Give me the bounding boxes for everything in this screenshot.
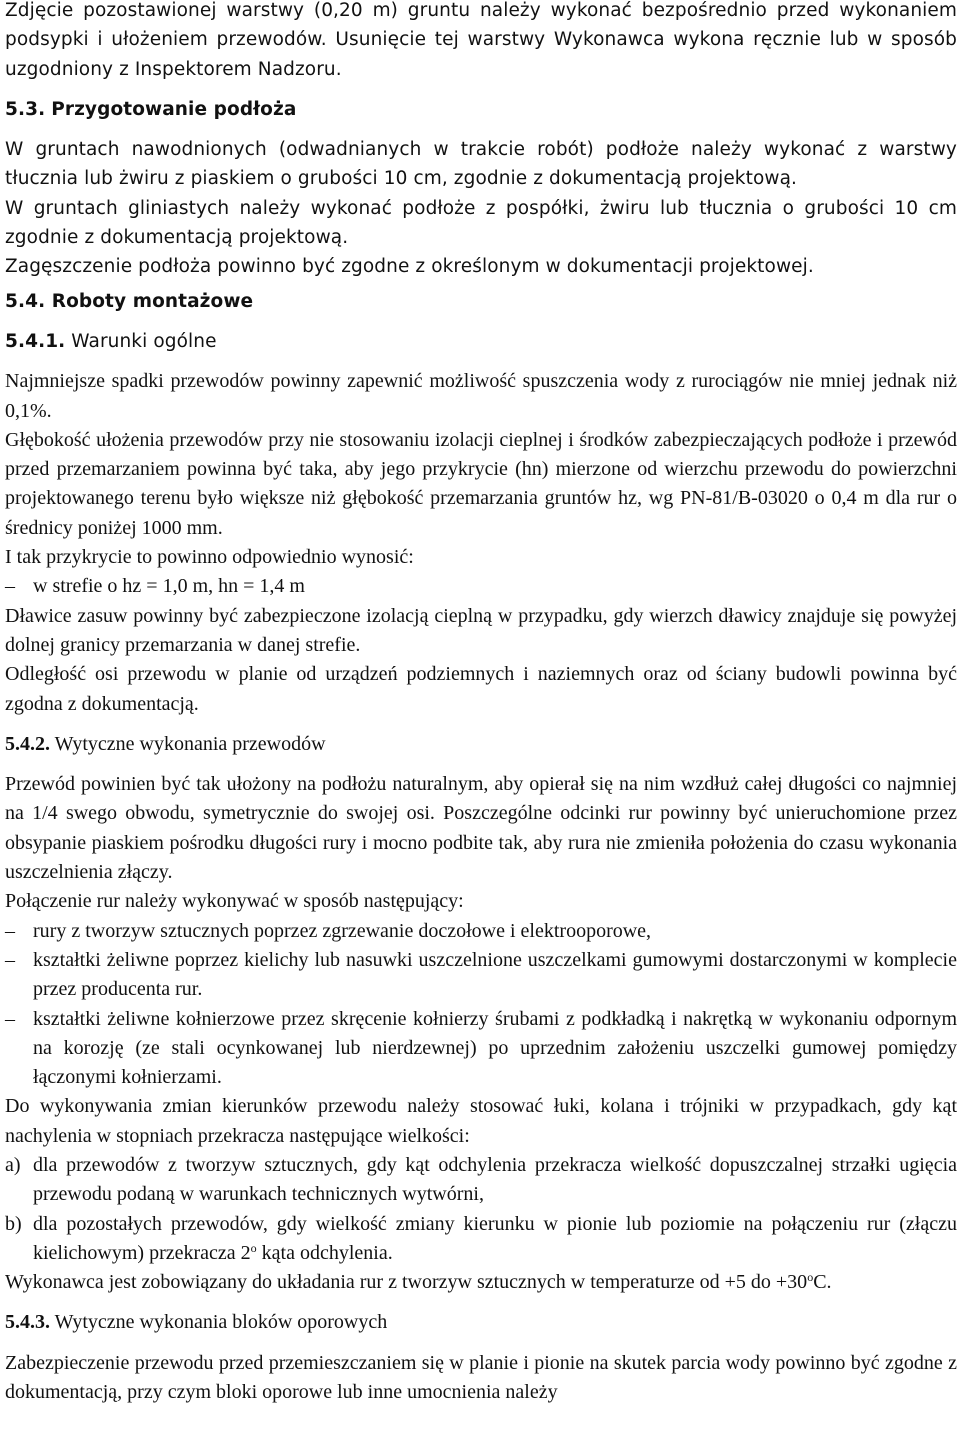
section-title: Wytyczne wykonania bloków oporowych xyxy=(54,1311,388,1334)
list-item xyxy=(5,1151,957,1210)
text-run: dla pozostałych przewodów, gdy wielkość zmiany kierunku w pionie lub poziomie na połączeniu rur (złączu kielichowym) przekracza 2 xyxy=(33,1212,957,1264)
degree-superscript: o xyxy=(250,1240,257,1255)
text-run: Wykonawca jest zobowiązany do układania rur z tworzyw sztucznych w temperaturze od +5 do +30 xyxy=(5,1271,808,1294)
section-heading-5-4 xyxy=(5,287,957,316)
list-item xyxy=(5,917,957,946)
degree-superscript: o xyxy=(807,1270,814,1285)
section-title: Przygotowanie podłoża xyxy=(51,98,297,120)
list-item-text: w strefie o hz = 1,0 m, hn = 1,4 m xyxy=(33,575,305,598)
paragraph: Połączenie rur należy wykonywać w sposób następujący: xyxy=(5,890,464,913)
list-item xyxy=(5,572,957,601)
paragraph: Odległość osi przewodu w planie od urządzeń podziemnych i naziemnych oraz od ściany budowli powinna być zgodna z dokumentacją. xyxy=(5,663,957,715)
list-item xyxy=(5,946,957,1005)
section-title: Wytyczne wykonania przewodów xyxy=(54,732,326,755)
section-number: 5.4.3. xyxy=(5,1311,50,1334)
dash-bullet: – xyxy=(5,575,15,598)
list-item xyxy=(5,1005,957,1093)
paragraph: Zagęszczenie podłoża powinno być zgodne z określonym w dokumentacji projektowej. xyxy=(5,256,814,278)
section-heading-5-3 xyxy=(5,95,957,124)
text-run: kąta odchylenia. xyxy=(256,1241,393,1264)
paragraph: Przewód powinien być tak ułożony na podłożu naturalnym, aby opierał się na nim wzdłuż całej długości co najmniej na 1/4 swego obwodu, symetrycznie do swojej osi. Poszczególne odcinki rur powinny być unieruchomione przez obsypanie piaskiem pośrodku długości rury i mocno podbite tak, aby rura nie zmieniła położenia do czasu wykonania uszczelnienia złączy. xyxy=(5,773,957,884)
paragraph: Zdjęcie pozostawionej warstwy (0,20 m) gruntu należy wykonać bezpośrednio przed wykonaniem podsypki i ułożeniem przewodów. Usunięcie tej warstwy Wykonawca wykona ręcznie lub w sposób uzgodniony z Inspektorem Nadzoru. xyxy=(5,0,957,80)
list-item-text: rury z tworzyw sztucznych poprzez zgrzewanie doczołowe i elektrooporowe, xyxy=(33,919,652,942)
list-item-text: kształtki żeliwne poprzez kielichy lub nasuwki uszczelnione uszczelkami gumowymi dostarczonymi w komplecie przez producenta rur. xyxy=(33,948,957,1001)
list-item-text xyxy=(33,1210,957,1269)
section-heading-5-4-2 xyxy=(5,730,957,759)
section-number: 5.4.1. xyxy=(5,330,66,352)
paragraph: Do wykonywania zmian kierunków przewodu należy stosować łuki, kolana i trójniki w przypadkach, gdy kąt nachylenia w stopniach przekracza następujące wielkości: xyxy=(5,1095,957,1147)
section-number: 5.3. xyxy=(5,98,46,120)
list-item-text: kształtki żeliwne kołnierzowe przez skręcenie kołnierzy śrubami z podkładką i nakrętką w wykonaniu odpornym na korozję (ze stali ocynkowanej lub nierdzewnej) po uprzednim założeniu uszczelki gumowej pomiędzy łączonymi kołnierzami. xyxy=(33,1007,957,1089)
dash-bullet: – xyxy=(5,1007,15,1030)
dash-bullet: – xyxy=(5,919,15,942)
paragraph: Głębokość ułożenia przewodów przy nie stosowaniu izolacji cieplnej i środków zabezpieczających podłoże i przewód przed przemarzaniem powinna być taka, aby jego przykrycie (hn) mierzone od wierzchu przewodu do powierzchni projektowanego terenu było większe niż głębokość przemarzania gruntów hz, wg PN-81/B-03020 o 0,4 m dla rur o średnicy poniżej 1000 mm. xyxy=(5,428,957,539)
section-heading-5-4-3 xyxy=(5,1308,957,1337)
section-heading-5-4-1 xyxy=(5,327,957,356)
section-title: Roboty montażowe xyxy=(51,290,254,312)
paragraph: Najmniejsze spadki przewodów powinny zapewnić możliwość spuszczenia wody z rurociągów nie mniej jednak niż 0,1%. xyxy=(5,370,957,422)
paragraph: Zabezpieczenie przewodu przed przemieszczaniem się w planie i pionie na skutek parcia wody powinno być zgodne z dokumentacją, przy czym bloki oporowe lub inne umocnienia należy xyxy=(5,1351,957,1404)
list-item-text: dla przewodów z tworzyw sztucznych, gdy kąt odchylenia przekracza wielkość dopuszczalnej strzałki ugięcia przewodu podaną w warunkach technicznych wytwórni, xyxy=(33,1153,957,1206)
section-number: 5.4.2. xyxy=(5,732,50,755)
section-number: 5.4. xyxy=(5,290,46,312)
section-title: Warunki ogólne xyxy=(71,330,217,352)
list-marker: b) xyxy=(5,1212,22,1235)
paragraph: W gruntach gliniastych należy wykonać podłoże z pospółki, żwiru lub tłucznia o grubości 10 cm zgodnie z dokumentacją projektową. xyxy=(5,197,957,249)
paragraph xyxy=(5,1268,957,1297)
dash-bullet: – xyxy=(5,948,15,971)
list-item xyxy=(5,1210,957,1269)
text-run: C. xyxy=(813,1271,832,1294)
list-marker: a) xyxy=(5,1153,21,1176)
paragraph: I tak przykrycie to powinno odpowiednio wynosić: xyxy=(5,546,414,569)
paragraph: Dławice zasuw powinny być zabezpieczone izolacją cieplną w przypadku, gdy wierzch dławicy znajduje się powyżej dolnej granicy przemarzania w danej strefie. xyxy=(5,604,957,656)
paragraph: W gruntach nawodnionych (odwadnianych w trakcie robót) podłoże należy wykonać z warstwy tłucznia lub żwiru z piaskiem o grubości 10 cm, zgodnie z dokumentacją projektową. xyxy=(5,139,957,190)
